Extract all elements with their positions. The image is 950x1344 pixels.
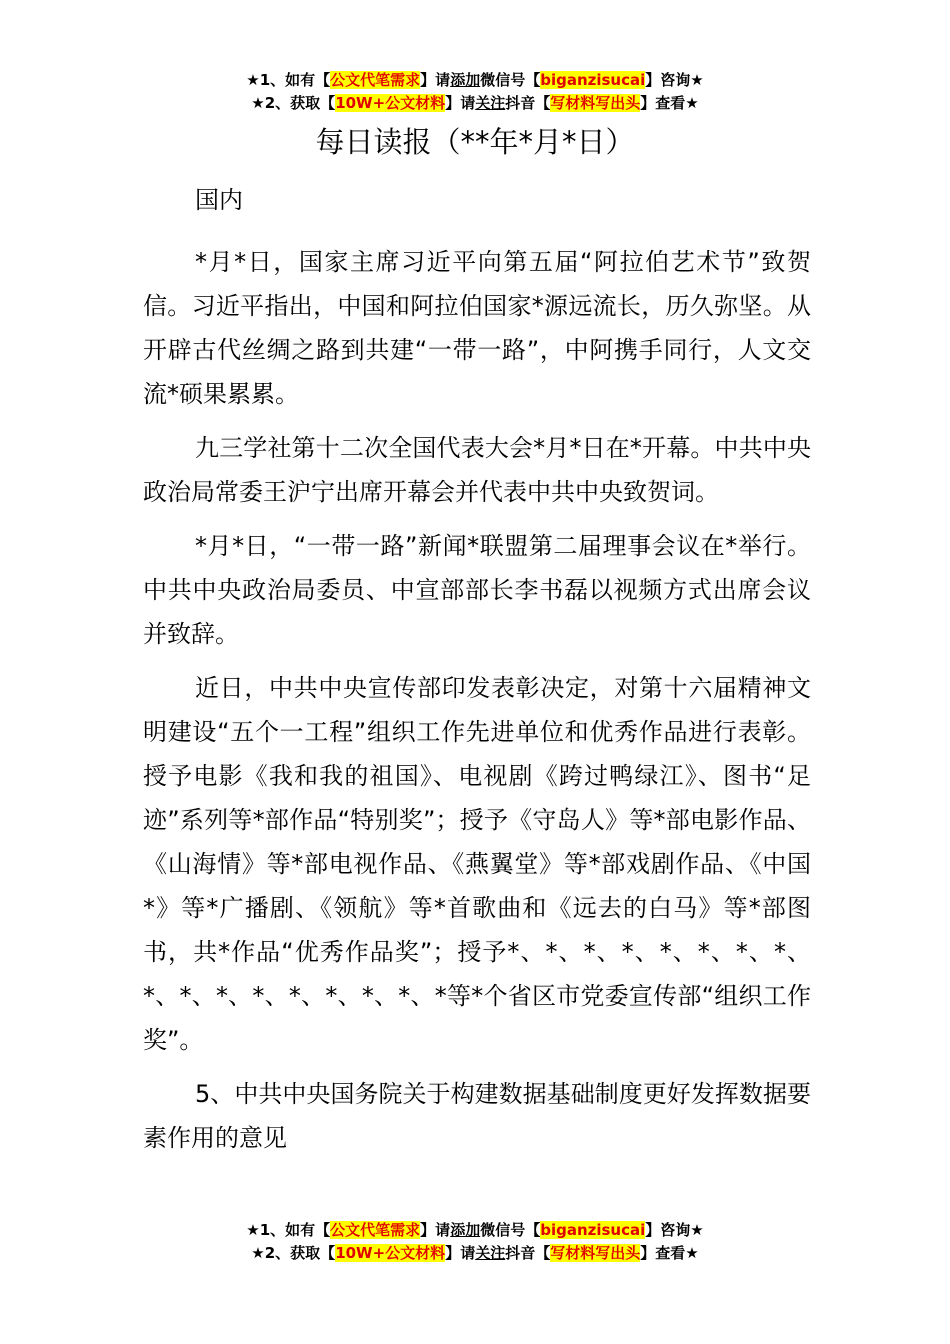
promo-highlight: biganzisucai xyxy=(540,1221,646,1239)
promo-highlight: 写材料写出头 xyxy=(550,1244,641,1262)
promo-text: ★2、获取【 xyxy=(251,1244,336,1262)
promo-highlight: 10W+公文材料 xyxy=(335,1244,446,1262)
news-paragraph: 近日，中共中央宣传部印发表彰决定，对第十六届精神文明建设“五个一工程”组织工作先进单位和优秀作品进行表彰。授予电影《我和我的祖国》、电视剧《跨过鸭绿江》、图书“足迹”系列等*部作品“特别奖”；授予《守岛人》等*部电影作品、《山海情》等*部电视作品、《燕翼堂》等*部戏剧作品、《中国*》等*广播剧、《领航》等*首歌曲和《远去的白马》等*部图书，共*作品“优秀作品奖”；授予*、*、*、*、*、*、*、*、*、*、*、*、*、*、*、*、*等*个省区市党委宣传部“组织工作奖”。 xyxy=(143,674,811,1054)
promo-text: 】咨询★ xyxy=(645,71,704,89)
promo-banner-top xyxy=(0,69,950,115)
promo-text: 】查看★ xyxy=(640,1244,699,1262)
promo-text: ★1、如有【 xyxy=(246,71,331,89)
promo-underline: 关注 xyxy=(475,94,506,112)
promo-highlight: 公文代笔需求 xyxy=(330,1221,421,1239)
news-paragraph: *月*日，“一带一路”新闻*联盟第二届理事会议在*举行。中共中央政治局委员、中宣部部长李书磊以视频方式出席会议并致辞。 xyxy=(143,532,811,648)
news-paragraph: 5、中共中央国务院关于构建数据基础制度更好发挥数据要素作用的意见 xyxy=(143,1080,811,1152)
news-paragraph: 九三学社第十二次全国代表大会*月*日在*开幕。中共中央政治局常委王沪宁出席开幕会并代表中共中央致贺词。 xyxy=(143,434,811,506)
promo-text: 微信号【 xyxy=(480,1221,541,1239)
section-heading: 国内 xyxy=(195,186,243,214)
promo-text: ★1、如有【 xyxy=(246,1221,331,1239)
promo-underline: 关注 xyxy=(475,1244,506,1262)
document-title: 每日读报（**年*月*日） xyxy=(315,125,635,159)
promo-text: ★2、获取【 xyxy=(251,94,336,112)
promo-text: 微信号【 xyxy=(480,71,541,89)
promo-line-1 xyxy=(0,69,950,92)
promo-banner-bottom xyxy=(0,1219,950,1265)
promo-highlight: 写材料写出头 xyxy=(550,94,641,112)
document-body xyxy=(143,178,811,1170)
promo-text: 】请 xyxy=(420,71,451,89)
promo-highlight: 10W+公文材料 xyxy=(335,94,446,112)
promo-text: 抖音【 xyxy=(505,94,551,112)
promo-line-2 xyxy=(0,1242,950,1265)
promo-text: 】请 xyxy=(445,1244,476,1262)
promo-text: 抖音【 xyxy=(505,1244,551,1262)
promo-underline: 添加 xyxy=(450,71,481,89)
promo-highlight: biganzisucai xyxy=(540,71,646,89)
promo-text: 】咨询★ xyxy=(645,1221,704,1239)
promo-highlight: 公文代笔需求 xyxy=(330,71,421,89)
promo-underline: 添加 xyxy=(450,1221,481,1239)
promo-text: 】请 xyxy=(420,1221,451,1239)
news-paragraph: *月*日，国家主席习近平向第五届“阿拉伯艺术节”致贺信。习近平指出，中国和阿拉伯国家*源远流长，历久弥坚。从开辟古代丝绸之路到共建“一带一路”，中阿携手同行，人文交流*硕果累累。 xyxy=(143,248,811,408)
promo-line-1 xyxy=(0,1219,950,1242)
promo-text: 】请 xyxy=(445,94,476,112)
promo-line-2 xyxy=(0,92,950,115)
promo-text: 】查看★ xyxy=(640,94,699,112)
